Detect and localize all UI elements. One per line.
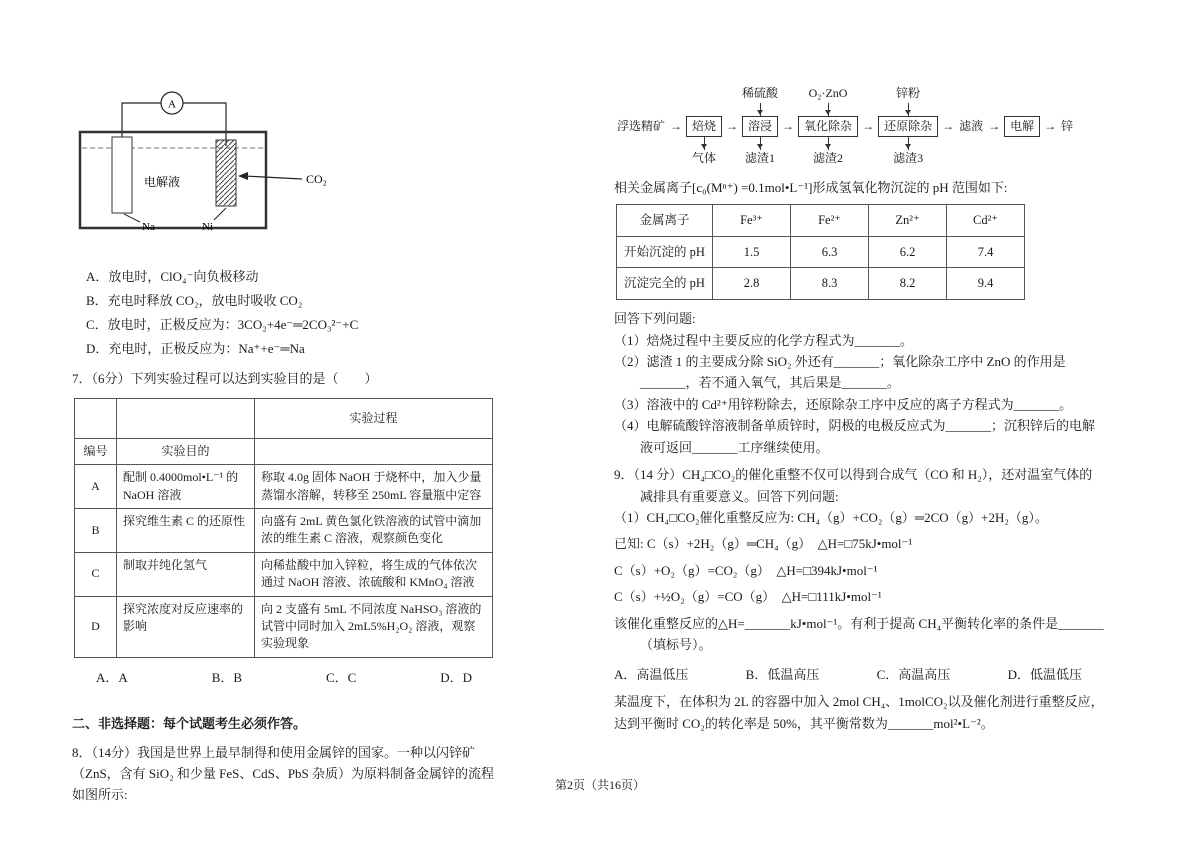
q6-option-b: B．充电时释放 CO₂，放电时吸收 CO₂ bbox=[86, 292, 303, 308]
q6-options bbox=[72, 265, 496, 361]
flow-filtrate: 滤液 bbox=[959, 118, 984, 133]
q7-row-c-purpose: 制取并纯化氢气 bbox=[117, 552, 255, 596]
flow-input-o2-zno bbox=[798, 86, 858, 116]
ph-header-fe3: Fe³⁺ bbox=[713, 205, 791, 237]
q7-row-b-process: 向盛有 2mL 黄色氯化铁溶液的试管中滴加浓的维生素 C 溶液，观察颜色变化 bbox=[255, 508, 493, 552]
right-arrow-icon: → bbox=[726, 118, 739, 133]
flow-step-reduction: 还原除杂 bbox=[878, 116, 938, 138]
table-row bbox=[75, 552, 493, 596]
flow-input-dilute-acid bbox=[742, 86, 778, 116]
ph-start-fe3: 1.5 bbox=[713, 236, 791, 268]
q9-intro: 9．（14 分）CH₄□CO₂的催化重整不仅可以得到合成气（CO 和 H₂），还对温室气体的减排具有重要意义。回答下列问题: bbox=[614, 467, 1093, 504]
na-leader bbox=[124, 214, 140, 222]
left-column bbox=[72, 86, 496, 806]
right-arrow-icon: → bbox=[862, 118, 875, 133]
q7-row-b-purpose: 探究维生素 C 的还原性 bbox=[117, 508, 255, 552]
q7-row-c-id: C bbox=[75, 552, 117, 596]
q7-stem: 7．（6分）下列实验过程可以达到实验目的是（ ） bbox=[72, 370, 378, 386]
right-arrow-icon: → bbox=[942, 118, 955, 133]
q7-answer-b: B．B bbox=[211, 669, 243, 685]
q7-header-empty-1 bbox=[75, 398, 117, 438]
q7-table bbox=[74, 398, 493, 658]
ph-start-label: 开始沉淀的 pH bbox=[617, 236, 713, 268]
co2-arrowhead bbox=[238, 172, 248, 180]
ni-leader bbox=[214, 208, 226, 220]
co2-arrow bbox=[244, 176, 302, 179]
flow-output-label: 滤渣2 bbox=[813, 151, 844, 166]
ph-header-cd2: Cd²⁺ bbox=[947, 205, 1025, 237]
q8-intro: 8．（14分）我国是世界上最早制得和使用金属锌的国家。一种以闪锌矿（ZnS，含有 SiO₂ 和少量 FeS、CdS、PbS 杂质）为原料制备金属锌的流程如图所示: bbox=[72, 745, 495, 802]
down-arrow-icon bbox=[760, 137, 761, 150]
flow-product: 锌 bbox=[1061, 118, 1074, 133]
q8-item-1: （1）焙烧过程中主要反应的化学方程式为_______。 bbox=[614, 332, 914, 348]
ph-table bbox=[616, 204, 1025, 300]
ph-start-cd2: 7.4 bbox=[947, 236, 1025, 268]
ph-header-label: 金属离子 bbox=[617, 205, 713, 237]
flow-step-leaching: 溶浸 bbox=[742, 116, 778, 138]
flow-step-electrolysis: 电解 bbox=[1004, 116, 1040, 138]
flow-output-label: 气体 bbox=[692, 151, 717, 166]
flow-step-oxidation: 氧化除杂 bbox=[798, 116, 858, 138]
ammeter-label: A bbox=[168, 98, 176, 111]
q7-row-c-process: 向稀盐酸中加入锌粒，将生成的气体依次通过 NaOH 溶液、浓硫酸和 KMnO₄ 溶液 bbox=[255, 552, 493, 596]
wire-left bbox=[122, 103, 161, 142]
q9-known-eq-2: C（s）+O₂（g）=CO₂（g） △H=□394kJ•mol⁻¹ bbox=[614, 562, 878, 578]
q6-option-a: A．放电时，ClO₄⁻向负极移动 bbox=[86, 268, 259, 284]
q6-option-d: D．充电时，正极反应为：Na⁺+e⁻═Na bbox=[86, 340, 305, 356]
ph-complete-zn2: 8.2 bbox=[869, 268, 947, 300]
flow-input-label: 稀硫酸 bbox=[742, 86, 779, 100]
page-number: 第2页（共16页） bbox=[554, 778, 645, 792]
flow-step-roasting: 焙烧 bbox=[686, 116, 722, 138]
q9-question-line: 该催化重整反应的△H=_______kJ•mol⁻¹。有利于提高 CH₄平衡转化率的条件是_______（填标号）。 bbox=[614, 615, 1104, 653]
q7-row-d-id: D bbox=[75, 596, 117, 657]
q7-header-row-1 bbox=[75, 398, 493, 438]
q7-row-a-process: 称取 4.0g 固体 NaOH 于烧杯中，加入少量蒸馏水溶解，转移至 250mL 容量瓶中定容 bbox=[255, 465, 493, 509]
q7-row-a-purpose: 配制 0.4000mol•L⁻¹ 的 NaOH 溶液 bbox=[117, 465, 255, 509]
na-label: Na bbox=[142, 221, 155, 233]
flow-output-residue-3 bbox=[878, 137, 938, 167]
flow-output-residue-1 bbox=[742, 137, 778, 167]
q7-answer-d: D．D bbox=[440, 669, 472, 685]
q9-known-eq-1: 已知: C（s）+2H₂（g）═CH₄（g） △H=□75kJ•mol⁻¹ bbox=[614, 536, 913, 552]
q9-options bbox=[614, 664, 1082, 685]
co2-label: CO₂ bbox=[306, 172, 327, 186]
ph-complete-cd2: 9.4 bbox=[947, 268, 1025, 300]
q7-answer-options bbox=[72, 668, 472, 689]
q7-row-d-process: 向 2 支盛有 5mL 不同浓度 NaHSO₃ 溶液的试管中同时加入 2mL5%H₂O₂ 溶液，观察实验现象 bbox=[255, 596, 493, 657]
q9-item-1: （1）CH₄□CO₂催化重整反应为: CH₄（g）+CO₂（g）═2CO（g）+2H₂（g）。 bbox=[614, 510, 1048, 526]
flow-output-label: 滤渣1 bbox=[745, 151, 776, 166]
q7-answer-a: A．A bbox=[96, 669, 128, 685]
table-row bbox=[617, 205, 1025, 237]
q7-row-d-purpose: 探究浓度对反应速率的影响 bbox=[117, 596, 255, 657]
flow-output-residue-2 bbox=[798, 137, 858, 167]
q7-header-process: 实验过程 bbox=[255, 398, 493, 438]
q9-option-d: D．低温低压 bbox=[1007, 666, 1082, 682]
down-arrow-icon bbox=[908, 137, 909, 150]
right-arrow-icon: → bbox=[782, 118, 795, 133]
ph-start-fe2: 6.3 bbox=[791, 236, 869, 268]
q9-option-a: A．高温低压 bbox=[614, 666, 689, 682]
electrode-ni bbox=[216, 140, 236, 206]
q7-header-id: 编号 bbox=[75, 438, 117, 464]
ph-complete-fe2: 8.3 bbox=[791, 268, 869, 300]
electrode-na bbox=[112, 137, 132, 213]
electrolyte-label: 电解液 bbox=[144, 175, 181, 189]
q8-answer-prompt: 回答下列问题: bbox=[614, 311, 696, 327]
q9-option-b: B．低温高压 bbox=[745, 666, 820, 682]
process-flowchart bbox=[616, 86, 1104, 167]
q8-item-3: （3）溶液中的 Cd²⁺用锌粉除去，还原除杂工序中反应的离子方程式为_______。 bbox=[614, 396, 1073, 412]
q7-header-empty-2 bbox=[117, 398, 255, 438]
q9-option-c: C．高温高压 bbox=[876, 666, 951, 682]
down-arrow-icon bbox=[704, 137, 705, 150]
table-row bbox=[617, 268, 1025, 300]
table-row bbox=[75, 508, 493, 552]
right-arrow-icon: → bbox=[1044, 118, 1057, 133]
q9-last-paragraph: 某温度下，在体积为 2L 的容器中加入 2mol CH₄、1molCO₂以及催化剂进行重整反应，达到平衡时 CO₂的转化率是 50%，其平衡常数为_______mol²•L⁻²。 bbox=[614, 694, 1104, 731]
flow-start: 浮选精矿 bbox=[617, 118, 666, 133]
right-arrow-icon: → bbox=[988, 118, 1001, 133]
ph-complete-fe3: 2.8 bbox=[713, 268, 791, 300]
q9-known-eq-3: C（s）+½O₂（g）=CO（g） △H=□111kJ•mol⁻¹ bbox=[614, 589, 882, 605]
ph-intro: 相关金属离子[c₀(Mⁿ⁺) =0.1mol•L⁻¹]形成氢氧化物沉淀的 pH 范围如下: bbox=[614, 179, 1008, 195]
q7-row-a-id: A bbox=[75, 465, 117, 509]
q7-header-purpose: 实验目的 bbox=[117, 438, 255, 464]
ph-header-fe2: Fe²⁺ bbox=[791, 205, 869, 237]
q8-item-2: （2）滤渣 1 的主要成分除 SiO₂ 外还有_______；氧化除杂工序中 ZnO 的作用是_______，若不通入氧气，其后果是_______。 bbox=[614, 353, 1066, 391]
flow-input-zinc-powder bbox=[878, 86, 938, 116]
q7-row-b-id: B bbox=[75, 508, 117, 552]
table-row bbox=[617, 236, 1025, 268]
q7-header-empty-3 bbox=[255, 438, 493, 464]
flow-output-gas bbox=[686, 137, 722, 167]
down-arrow-icon bbox=[828, 103, 829, 116]
right-arrow-icon: → bbox=[670, 118, 683, 133]
ph-start-zn2: 6.2 bbox=[869, 236, 947, 268]
down-arrow-icon bbox=[760, 103, 761, 116]
section-2-heading: 二、非选择题：每个试题考生必须作答。 bbox=[72, 716, 307, 732]
q8-item-4: （4）电解硫酸锌溶液制备单质锌时，阴极的电极反应式为_______；沉积锌后的电解液可返回_______工序继续使用。 bbox=[614, 418, 1096, 455]
q7-answer-c: C．C bbox=[325, 669, 357, 685]
right-column bbox=[614, 84, 1104, 734]
flow-input-label: O₂·ZnO bbox=[808, 86, 848, 100]
electrolysis-cell-svg bbox=[74, 90, 354, 246]
down-arrow-icon bbox=[828, 137, 829, 150]
down-arrow-icon bbox=[908, 103, 909, 116]
q6-option-c: C．放电时，正极反应为：3CO₂+4e⁻═2CO₃²⁻+C bbox=[86, 316, 359, 332]
ni-label: Ni bbox=[202, 221, 213, 233]
ph-complete-label: 沉淀完全的 pH bbox=[617, 268, 713, 300]
table-row bbox=[75, 596, 493, 657]
flow-input-label: 锌粉 bbox=[896, 86, 921, 100]
flow-output-label: 滤渣3 bbox=[893, 151, 924, 166]
ph-header-zn2: Zn²⁺ bbox=[869, 205, 947, 237]
electrolysis-cell-diagram bbox=[74, 90, 496, 253]
q7-header-row-2 bbox=[75, 438, 493, 464]
table-row bbox=[75, 465, 493, 509]
